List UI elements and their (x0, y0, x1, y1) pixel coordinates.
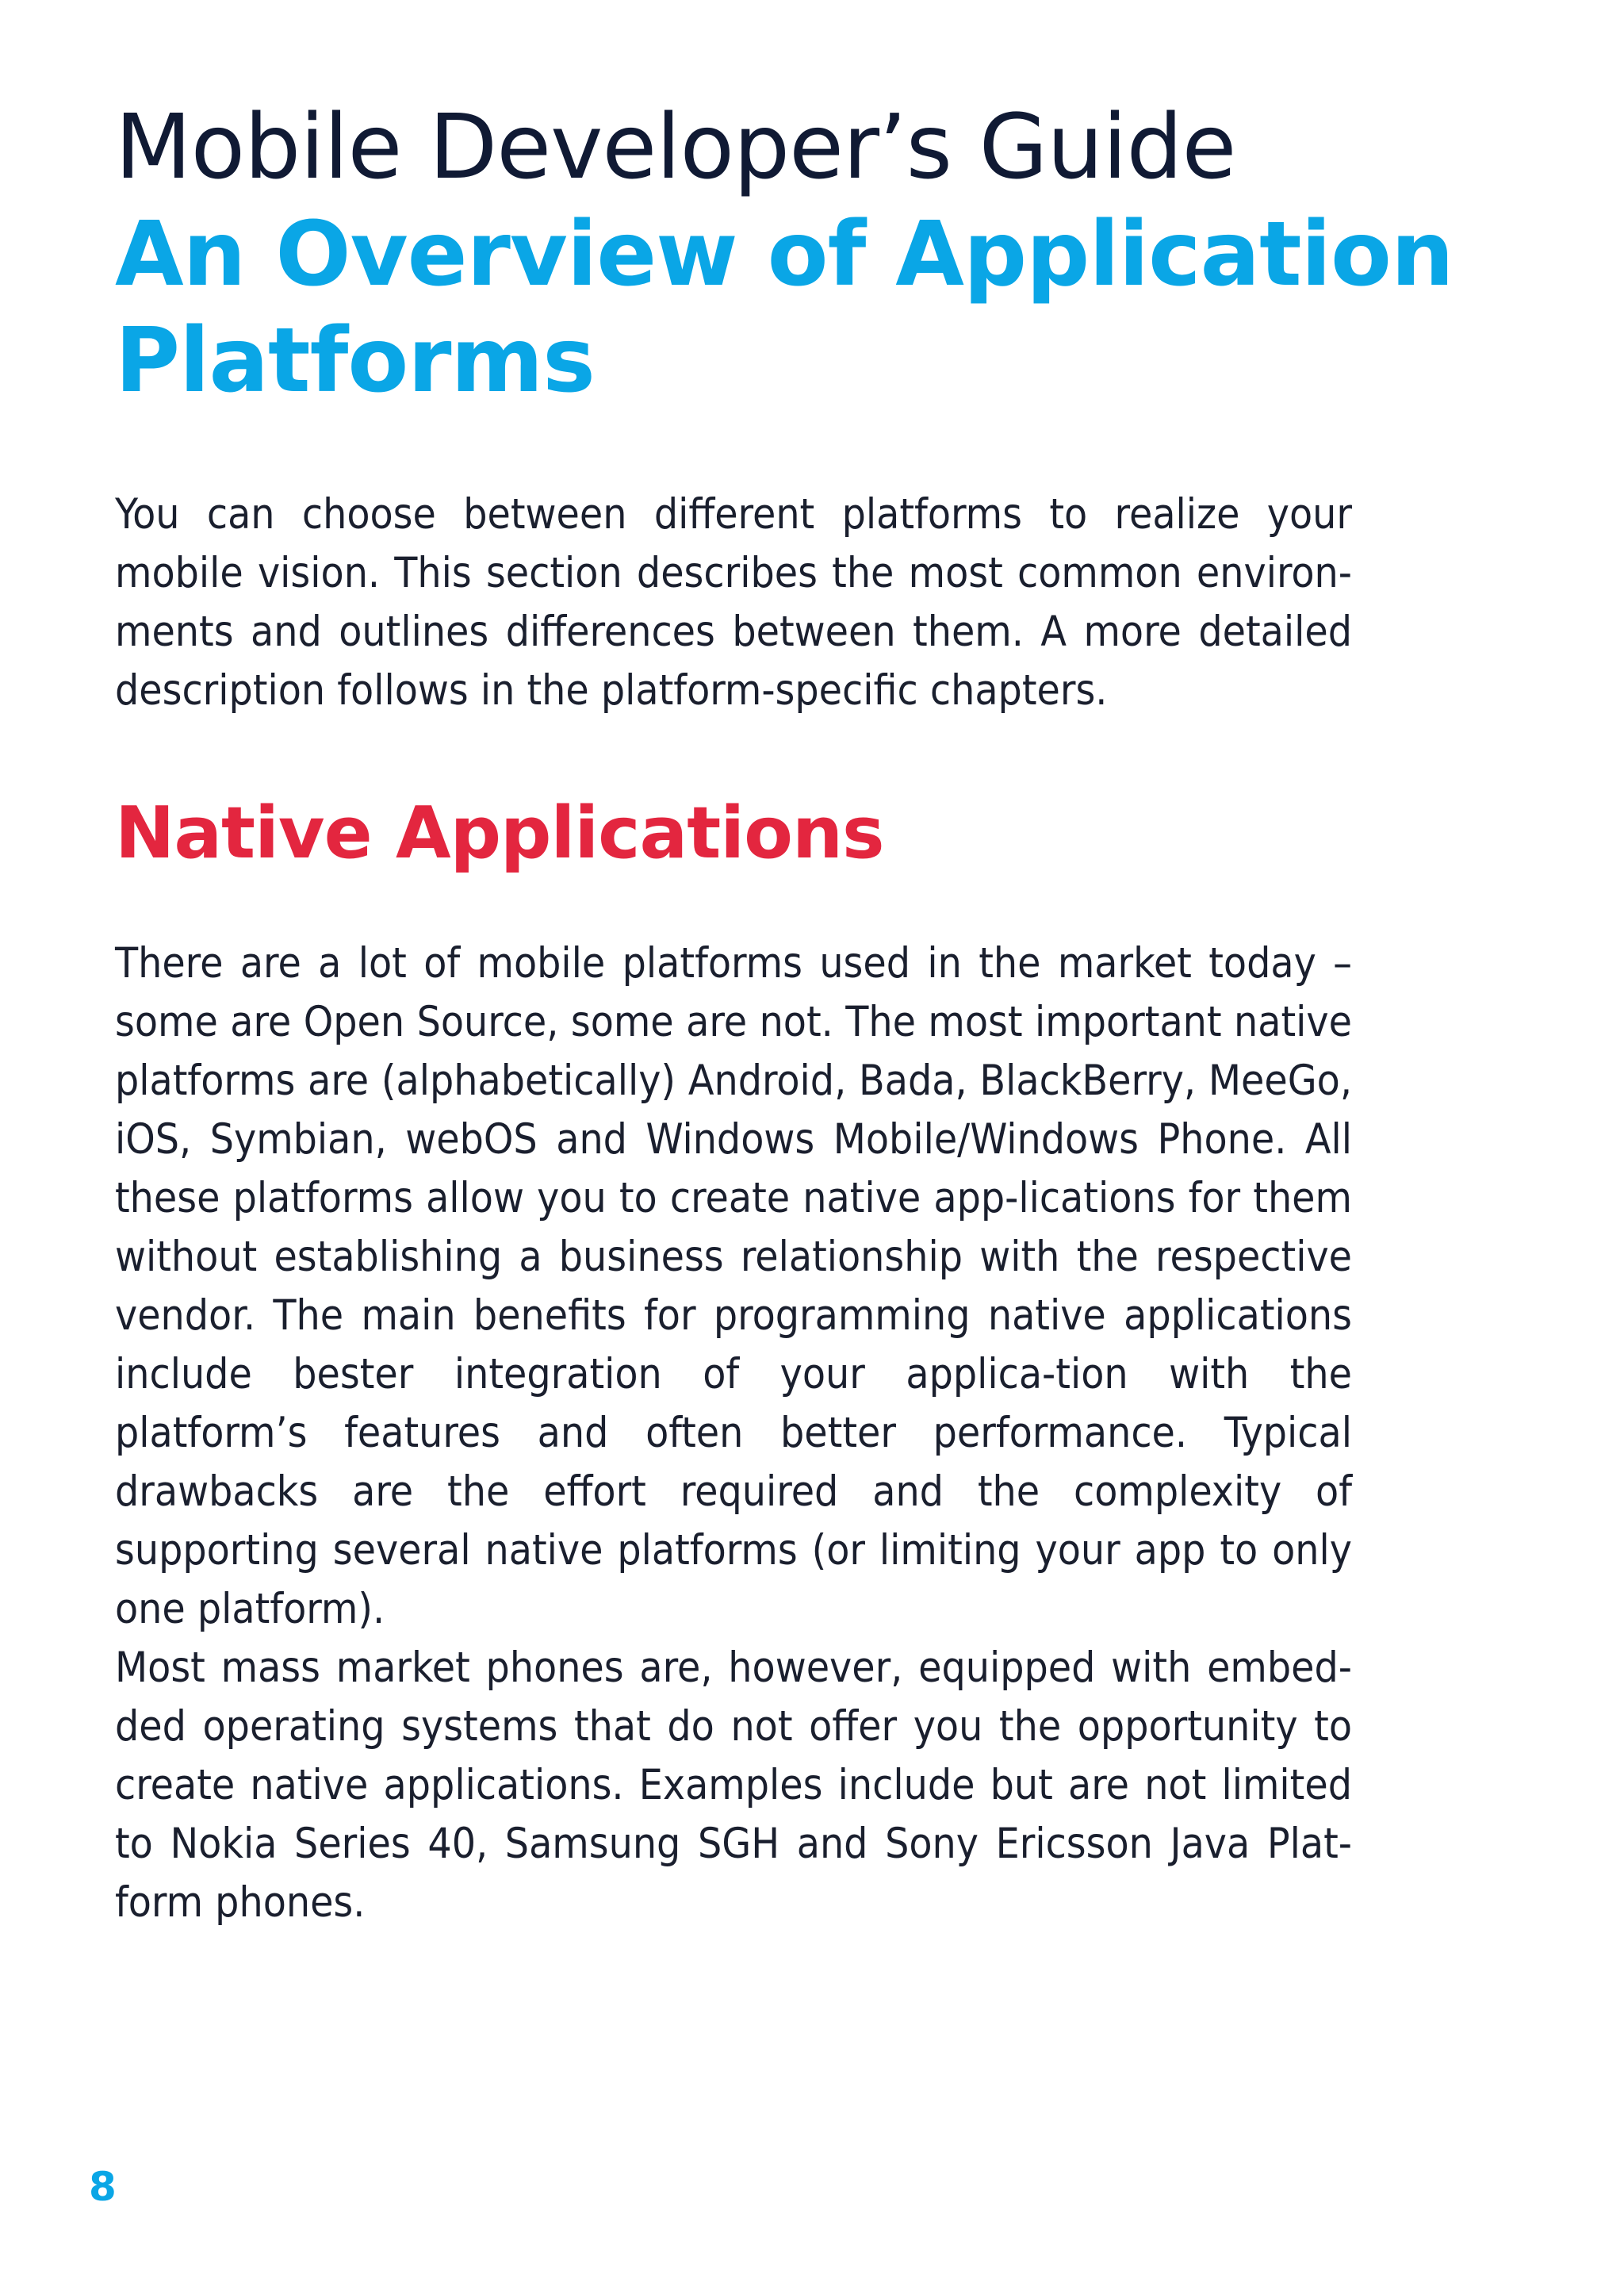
main-title-line2: Platforms (115, 309, 595, 412)
native-paragraph-2: Most mass market phones are, however, equipped with embed-ded operating systems that do not offer you the opportunity to create native applications. Examples include but are not limited to Nokia Series 40, Samsung SGH and Sony Ericsson Java Plat-form phones. (115, 1644, 1352, 1927)
native-paragraph-1: There are a lot of mobile platforms used in the market today – some are Open Source, some are not. The most important native platforms are (alphabetically) Android, Bada, BlackBerry, MeeGo, iOS, Symbian, webOS and Windows Mobile/Windows Phone. All these platforms allow you to create native app-lications for them without establishing a business relationship with the respective vendor. The main benefits for programming native applications include bester integration of your applica-tion with the platform’s features and often better performance. Typical drawbacks are the effort required and the complexity of supporting several native platforms (or limiting your app to only one platform). (115, 939, 1352, 1633)
header-block (115, 94, 1463, 414)
intro-paragraph: You can choose between different platforms to realize your mobile vision. This section describes the most common environ-ments and outlines differences between them. A more detailed description follows in the platform-specific chapters. (115, 490, 1352, 715)
page-number: 8 (89, 2164, 117, 2210)
main-title-line1: An Overview of Application (115, 203, 1454, 306)
guide-title: Mobile Developer’s Guide (115, 96, 1236, 199)
section-heading-native-applications: Native Applications (115, 792, 884, 875)
